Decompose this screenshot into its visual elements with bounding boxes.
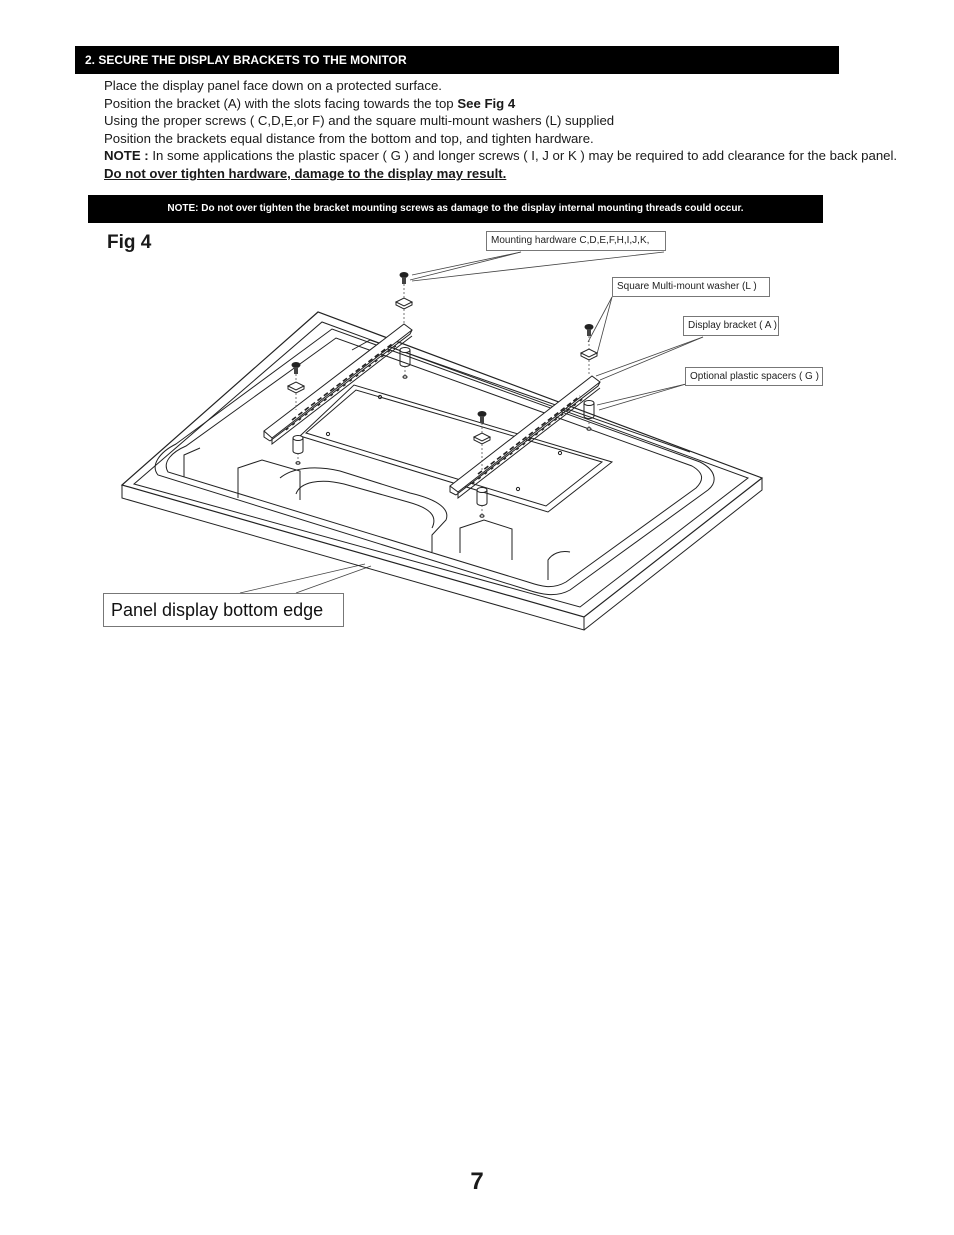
assembly-axes [296,284,589,515]
screw [478,412,486,424]
instruction-text: Position the bracket (A) with the slots facing towards the top [104,95,458,111]
warning-text: Do not over tighten hardware, damage to the display may result. [104,165,507,181]
note-bar: NOTE: Do not over tighten the bracket mounting screws as damage to the display internal mounting threads could occur. [88,195,823,223]
section-heading: 2. SECURE THE DISPLAY BRACKETS TO THE MONITOR [75,46,839,74]
page-number: 7 [470,1168,484,1195]
hardware-spacers [293,348,594,506]
figure-reference: See Fig 4 [457,95,516,111]
callout-square-washer: Square Multi-mount washer (L ) [612,277,770,297]
callout-display-bracket: Display bracket ( A ) [683,316,779,336]
instruction-line: Position the brackets equal distance from the bottom and top, and tighten hardware. [104,130,594,146]
screw [400,273,408,285]
spacer [477,488,487,506]
leader-lines [240,252,703,593]
instruction-line: Using the proper screws ( C,D,E,or F) and the square multi-mount washers (L) supplied [104,113,615,129]
callout-bottom-edge: Panel display bottom edge [103,593,344,627]
note-label: NOTE : [104,148,149,164]
note-text: In some applications the plastic spacer ( G ) and longer screws ( I, J or K ) may be required to add clearance for the back panel. [148,148,898,164]
callout-mounting-hardware: Mounting hardware C,D,E,F,H,I,J,K, [486,231,666,251]
callout-plastic-spacers: Optional plastic spacers ( G ) [685,367,823,386]
figure-title: Fig 4 [107,232,152,253]
spacer [293,436,303,454]
panel-outline [122,312,762,630]
bracket-left [264,324,412,444]
instruction-line: Place the display panel face down on a protected surface. [104,78,442,93]
